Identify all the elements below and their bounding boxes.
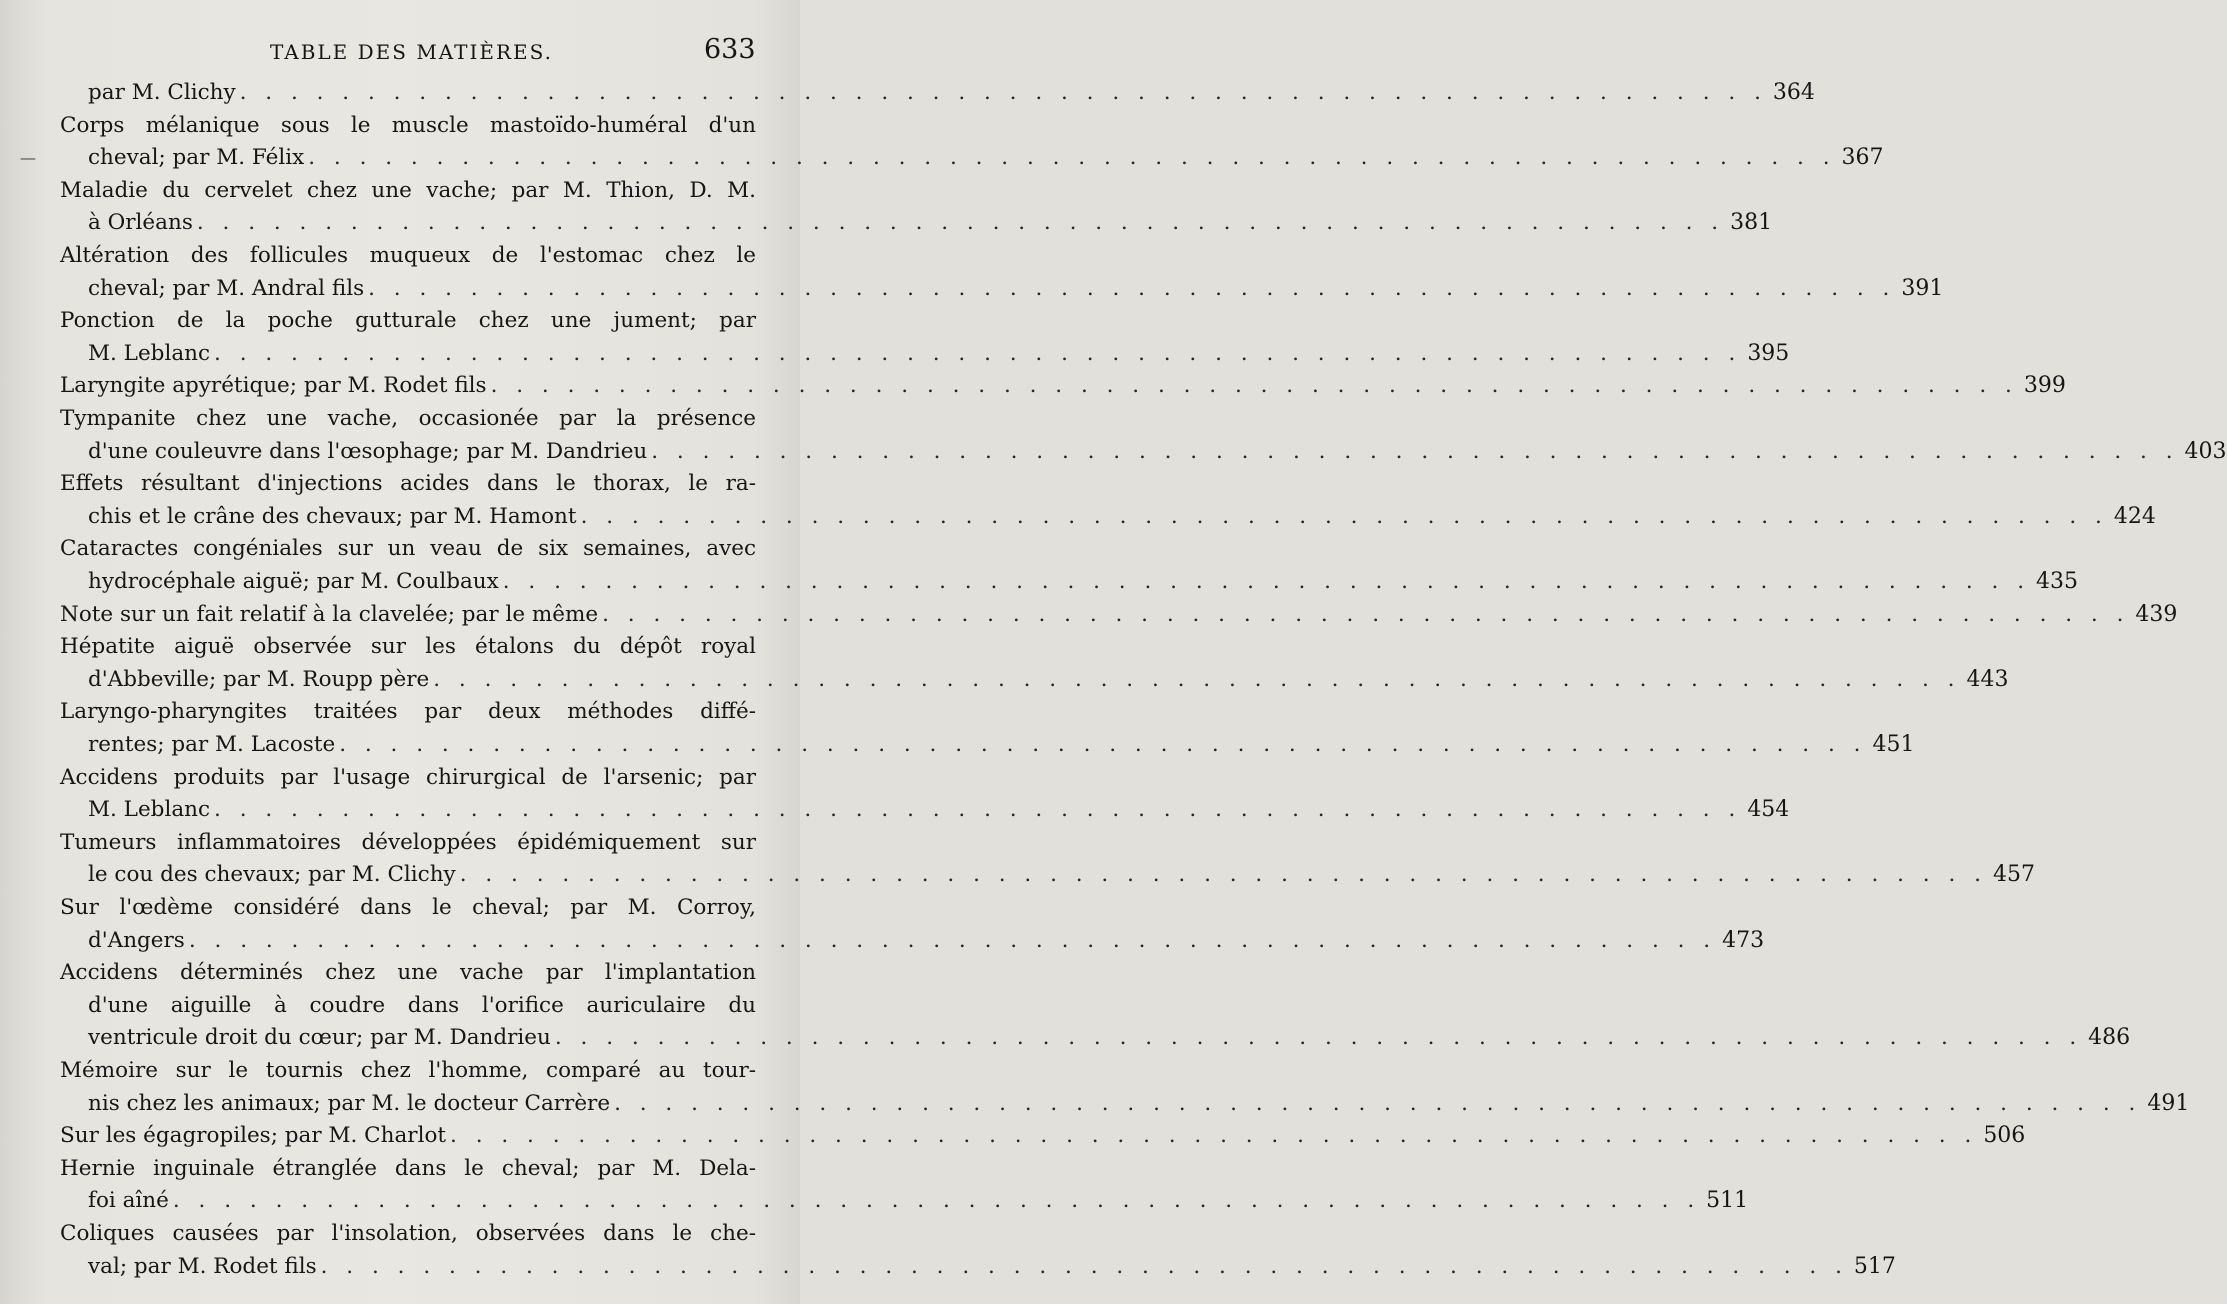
toc-entry-text: Sur l'œdème considéré dans le cheval; par M. Corroy,	[60, 895, 756, 920]
toc-entry-line	[60, 304, 756, 338]
toc-entry-continuation	[88, 1250, 1896, 1284]
toc-entry-text: d'une aiguille à coudre dans l'orifice auriculaire du	[88, 992, 756, 1018]
toc-entry-line	[60, 369, 2066, 403]
toc-entry-line	[60, 1054, 756, 1088]
dot-leader: . . . . . . . . . . . . . . . . . . . . . . . . . . . . . . . . . . . . . . . . . . . . . . . . . . . . . . . . . . . .	[308, 145, 1836, 171]
toc-entry-line	[60, 826, 756, 860]
toc-page-number: 454	[1747, 797, 1790, 823]
dot-leader: . . . . . . . . . . . . . . . . . . . . . . . . . . . . . . . . . . . . . . . . . . . . . . . . . . . . . . . . . . . .	[320, 1253, 1848, 1279]
toc-entry-text: cheval; par M. Félix	[88, 145, 305, 171]
toc-entry-line	[60, 1119, 2026, 1153]
dot-leader: . . . . . . . . . . . . . . . . . . . . . . . . . . . . . . . . . . . . . . . . . . . . . . . . . . . . . . . . . . . .	[339, 732, 1867, 757]
toc-entry-text: d'Angers	[88, 927, 185, 953]
dot-leader: . . . . . . . . . . . . . . . . . . . . . . . . . . . . . . . . . . . . . . . . . . . . . . . . . . . . . . . . . . . .	[602, 601, 2130, 627]
toc-entry-text: Laryngo-pharyngites traitées par deux méthodes diffé-	[60, 699, 756, 725]
page-number: 633	[704, 34, 756, 65]
toc-entry-text: le cou des chevaux; par M. Clichy	[88, 862, 456, 888]
dot-leader: . . . . . . . . . . . . . . . . . . . . . . . . . . . . . . . . . . . . . . . . . . . . . . . . . . . . . . . . . . . .	[459, 862, 1987, 888]
toc-entry-line	[60, 956, 756, 990]
toc-entry-continuation	[88, 1087, 2190, 1121]
toc-page-number: 391	[1901, 275, 1944, 301]
toc-entry-continuation	[88, 435, 2227, 469]
dot-leader: . . . . . . . . . . . . . . . . . . . . . . . . . . . . . . . . . . . . . . . . . . . . . . . . . . . . . . . . . . . .	[651, 438, 2179, 464]
dot-leader: . . . . . . . . . . . . . . . . . . . . . . . . . . . . . . . . . . . . . . . . . . . . . . . . . . . . . . . . . . . .	[368, 275, 1896, 301]
dot-leader: . . . . . . . . . . . . . . . . . . . . . . . . . . . . . . . . . . . . . . . . . . . . . . . . . . . . . . . . . . . .	[554, 1025, 2083, 1051]
toc-entry-text: Accidens déterminés chez une vache par l'implantation	[60, 960, 756, 986]
dot-leader: . . . . . . . . . . . . . . . . . . . . . . . . . . . . . . . . . . . . . . . . . . . . . . . . . . . . . . . . . . . .	[172, 1188, 1701, 1214]
toc-entry-text: cheval; par M. Andral fils	[88, 275, 365, 301]
toc-page-number: 435	[2036, 569, 2079, 594]
toc-entry-continuation	[88, 728, 1915, 762]
toc-entry-line	[60, 761, 756, 795]
toc-entry-line	[60, 532, 756, 566]
toc-entry-line	[60, 891, 756, 925]
toc-entry-continuation	[88, 663, 2009, 697]
toc-entry-line	[60, 695, 756, 729]
toc-entry-line	[60, 598, 2178, 632]
running-title: TABLE DES MATIÈRES.	[270, 40, 553, 64]
dot-leader: . . . . . . . . . . . . . . . . . . . . . . . . . . . . . . . . . . . . . . . . . . . . . . . . . . . . . . . . . . . .	[196, 210, 1725, 236]
toc-entry-text: à Orléans	[88, 210, 193, 236]
toc-entry-text: Ponction de la poche gutturale chez une jument; par	[60, 308, 756, 334]
toc-entry-text: par M. Clichy	[88, 80, 236, 105]
toc-entry-continuation	[88, 924, 1765, 958]
toc-entry-text: Tumeurs inflammatoires développées épidémiquement sur	[60, 829, 756, 855]
toc-entry-text: chis et le crâne des chevaux; par M. Hamont	[88, 503, 577, 529]
toc-entry-text: Laryngite apyrétique; par M. Rodet fils	[60, 373, 487, 399]
toc-entry-text: val; par M. Rodet fils	[88, 1253, 317, 1279]
toc-entry-continuation	[88, 793, 1790, 827]
dot-leader: . . . . . . . . . . . . . . . . . . . . . . . . . . . . . . . . . . . . . . . . . . . . . . . . . . . . . . . . . . . .	[450, 1123, 1978, 1149]
margin-mark: —	[20, 148, 36, 167]
toc-entry-text: foi aîné	[88, 1188, 169, 1214]
toc-entry-line	[60, 109, 756, 143]
toc-page-number: 403	[2184, 438, 2227, 464]
toc-entry-line	[60, 174, 756, 208]
toc-entry-text: Tympanite chez une vache, occasionée par la présence	[60, 406, 756, 431]
toc-entry-continuation	[88, 565, 2079, 599]
toc-entry-text: Hernie inguinale étranglée dans le cheval; par M. Dela-	[60, 1155, 756, 1181]
toc-entry-text: Note sur un fait relatif à la clavelée; par le même	[60, 601, 599, 627]
dot-leader: . . . . . . . . . . . . . . . . . . . . . . . . . . . . . . . . . . . . . . . . . . . . . . . . . . . . . . . . . . . .	[214, 797, 1742, 823]
toc-entry-line	[60, 630, 756, 664]
dot-leader: . . . . . . . . . . . . . . . . . . . . . . . . . . . . . . . . . . . . . . . . . . . . . . . . . . . . . . . . . . . .	[239, 80, 1767, 105]
toc-entry-text: Mémoire sur le tournis chez l'homme, comparé au tour-	[60, 1058, 756, 1083]
toc-entry-line	[60, 1217, 756, 1251]
dot-leader: . . . . . . . . . . . . . . . . . . . . . . . . . . . . . . . . . . . . . . . . . . . . . . . . . . . . . . . . . . . .	[502, 569, 2031, 594]
toc-entry-text: nis chez les animaux; par M. le docteur Carrère	[88, 1090, 611, 1116]
toc-entry-text: Hépatite aiguë observée sur les étalons du dépôt royal	[60, 634, 756, 660]
toc-entry-text: Coliques causées par l'insolation, observées dans le che-	[60, 1221, 756, 1246]
toc-entry-text: Altération des follicules muqueux de l'estomac chez le	[60, 243, 756, 268]
toc-page-number: 491	[2147, 1090, 2190, 1116]
toc-entry-line	[60, 1152, 756, 1186]
toc-entry-continuation	[88, 272, 1944, 306]
toc-entry-continuation	[88, 337, 1790, 371]
toc-page-number: 367	[1841, 145, 1884, 171]
dot-leader: . . . . . . . . . . . . . . . . . . . . . . . . . . . . . . . . . . . . . . . . . . . . . . . . . . . . . . . . . . . .	[214, 340, 1742, 366]
toc-entry-line	[60, 239, 756, 273]
toc-entry-continuation	[88, 206, 1773, 240]
toc-page-number: 457	[1992, 862, 2035, 888]
toc-entry-text: Maladie du cervelet chez une vache; par M. Thion, D. M.	[60, 177, 756, 203]
toc-entry-text: Cataractes congéniales sur un veau de six semaines, avec	[60, 536, 756, 562]
toc-entry-continuation	[88, 500, 2156, 534]
toc-entry-continuation	[88, 1021, 2131, 1055]
toc-entry-line	[88, 76, 1815, 110]
toc-page-number: 439	[2135, 601, 2178, 627]
toc-page-number: 443	[1966, 666, 2009, 692]
toc-page-number: 381	[1730, 210, 1773, 236]
toc-entry-text: Accidens produits par l'usage chirurgical de l'arsenic; par	[60, 764, 756, 790]
toc-entry-text: M. Leblanc	[88, 797, 211, 823]
toc-entry-continuation	[88, 858, 2035, 892]
toc-entry-continuation	[88, 1184, 1749, 1218]
dot-leader: . . . . . . . . . . . . . . . . . . . . . . . . . . . . . . . . . . . . . . . . . . . . . . . . . . . . . . . . . . . .	[188, 927, 1717, 953]
toc-page-number: 451	[1872, 732, 1915, 757]
toc-entry-continuation	[88, 141, 1884, 175]
toc-entry-text: Effets résultant d'injections acides dans le thorax, le ra-	[60, 471, 756, 497]
toc-entry-text: Sur les égagropiles; par M. Charlot	[60, 1123, 447, 1149]
toc-page-number: 424	[2113, 503, 2156, 529]
toc-page-number: 399	[2023, 373, 2066, 399]
dot-leader: . . . . . . . . . . . . . . . . . . . . . . . . . . . . . . . . . . . . . . . . . . . . . . . . . . . . . . . . . . . .	[614, 1090, 2142, 1116]
dot-leader: . . . . . . . . . . . . . . . . . . . . . . . . . . . . . . . . . . . . . . . . . . . . . . . . . . . . . . . . . . . .	[490, 373, 2018, 399]
dot-leader: . . . . . . . . . . . . . . . . . . . . . . . . . . . . . . . . . . . . . . . . . . . . . . . . . . . . . . . . . . . .	[580, 503, 2108, 529]
toc-page-number: 473	[1722, 927, 1765, 953]
toc-entry-text: d'une couleuvre dans l'œsophage; par M. Dandrieu	[88, 438, 648, 464]
toc-entry-text: Corps mélanique sous le muscle mastoïdo-huméral d'un	[60, 112, 756, 138]
toc-page-number: 486	[2088, 1025, 2131, 1051]
toc-entry-text: rentes; par M. Lacoste	[88, 732, 336, 757]
toc-entry-text: d'Abbeville; par M. Roupp père	[88, 666, 430, 692]
toc-entry-line	[60, 467, 756, 501]
dot-leader: . . . . . . . . . . . . . . . . . . . . . . . . . . . . . . . . . . . . . . . . . . . . . . . . . . . . . . . . . . . .	[433, 666, 1961, 692]
toc-page-number: 395	[1747, 340, 1790, 366]
toc-entry-text: M. Leblanc	[88, 340, 211, 366]
toc-entry-text: ventricule droit du cœur; par M. Dandrieu	[88, 1025, 551, 1051]
toc-entry-text: hydrocéphale aiguë; par M. Coulbaux	[88, 569, 499, 594]
toc-page-number: 506	[1983, 1123, 2026, 1149]
toc-page-number: 511	[1706, 1188, 1749, 1214]
toc-entry-line	[60, 402, 756, 436]
toc-page-number: 517	[1853, 1253, 1896, 1279]
toc-entry-continuation	[88, 989, 756, 1023]
toc-page-number: 364	[1772, 80, 1815, 105]
